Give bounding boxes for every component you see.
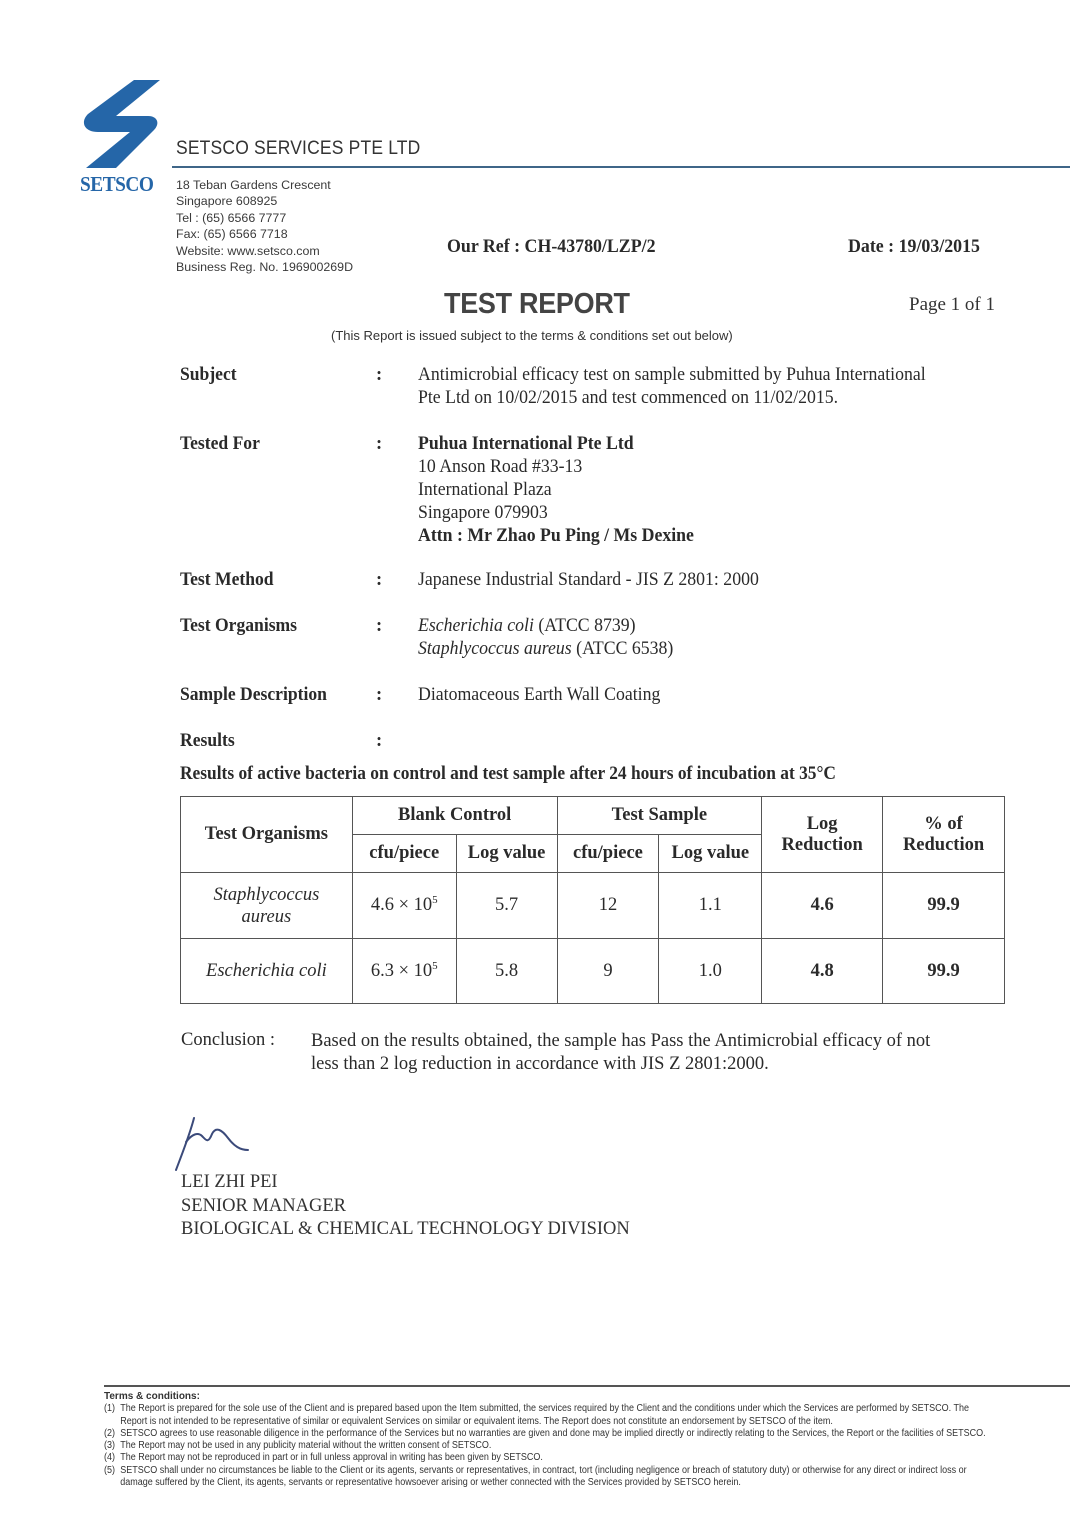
terms-divider: [104, 1385, 1070, 1387]
organism-cell: [181, 873, 353, 939]
address-line: 18 Teban Gardens Crescent: [176, 178, 331, 192]
organism-text: aureus: [241, 906, 292, 927]
field-colon: :: [376, 616, 383, 636]
percent-reduction-cell: 99.9: [883, 939, 1005, 1004]
terms-item: [104, 1428, 1074, 1440]
header-blank-cfu: cfu/piece: [352, 835, 456, 873]
field-label: Test Organisms: [180, 616, 298, 636]
terms-line: The Report may not be reproduced in part or in full unless approval in writing has been given by SETSCO.: [120, 1452, 543, 1464]
cfu-exponent: 5: [432, 959, 438, 972]
address-line: Tel : (65) 6566 7777: [176, 210, 287, 225]
terms-line: SETSCO shall under no circumstances be liable to the Client or its agents, servants or representatives, in contract, tort (including negligence or breach of statutory duty) or otherwise for any direct or indirect loss or: [120, 1464, 967, 1476]
header-text: Reduction: [781, 834, 863, 855]
blank-log-cell: 5.8: [456, 939, 557, 1004]
terms-line: SETSCO agrees to use reasonable diligence in the performance of the Services but no warranties are given and done may be implied directly or indirectly relating to the Services, the Report or the facilities of SETSCO.: [120, 1427, 986, 1439]
address-line: Business Reg. No. 196900269D: [176, 260, 354, 275]
sample-description-value: Diatomaceous Earth Wall Coating: [418, 685, 661, 705]
page-number: Page 1 of 1: [909, 294, 996, 315]
cfu-mantissa: 4.6 × 10: [370, 895, 433, 915]
terms-line: The Report is prepared for the sole use of the Client and is prepared based upon the Item submitted, the services required by the Client and the conditions under which the Services are performed by SETSCO. The: [120, 1403, 970, 1415]
address-line: Singapore 608925: [176, 194, 278, 209]
log-reduction-cell: 4.6: [762, 873, 883, 939]
organism-code: (ATCC 8739): [533, 616, 636, 636]
terms-item: [104, 1465, 1074, 1490]
test-log-cell: 1.1: [659, 873, 762, 939]
field-colon: :: [376, 731, 383, 751]
signatory-division: BIOLOGICAL & CHEMICAL TECHNOLOGY DIVISION: [181, 1219, 630, 1239]
field-colon: :: [376, 434, 383, 454]
header-text: % of: [924, 813, 963, 834]
header-test-cfu: cfu/piece: [557, 835, 659, 873]
terms-heading: Terms & conditions:: [104, 1391, 200, 1402]
blank-log-cell: 5.7: [456, 873, 557, 939]
terms-number: (2): [104, 1427, 116, 1439]
signatory-name: LEI ZHI PEI: [181, 1172, 278, 1192]
report-title: TEST REPORT: [444, 288, 630, 320]
logo-wordmark: SETSCO: [80, 172, 154, 196]
header-text: Reduction: [902, 834, 985, 855]
terms-and-conditions: [104, 1391, 1064, 1489]
cfu-mantissa: 6.3 × 10: [370, 960, 433, 981]
signature-icon: [172, 1112, 262, 1174]
blank-cfu-cell: [352, 873, 456, 939]
client-company: Puhua International Pte Ltd: [418, 434, 634, 454]
test-method-value: Japanese Industrial Standard - JIS Z 2801: 2000: [418, 570, 759, 590]
report-date: Date : 19/03/2015: [848, 236, 980, 257]
field-colon: :: [376, 685, 383, 705]
organism-item: [418, 615, 984, 638]
field-colon: :: [376, 365, 383, 385]
terms-line: The Report may not be used in any publicity material without the written consent of SETSCO.: [120, 1440, 492, 1452]
header-text: Log: [806, 813, 838, 834]
field-colon: :: [376, 570, 383, 590]
header-test-organisms: Test Organisms: [181, 797, 353, 873]
conclusion-line: less than 2 log reduction in accordance with JIS Z 2801:2000.: [311, 1054, 769, 1074]
header-test-sample: Test Sample: [557, 797, 762, 835]
organism-item: [418, 638, 984, 661]
field-label: Tested For: [180, 434, 260, 454]
subject-line: Antimicrobial efficacy test on sample submitted by Puhua International: [418, 365, 926, 385]
terms-number: (5): [104, 1464, 116, 1476]
terms-item: [104, 1452, 1074, 1464]
log-reduction-cell: 4.8: [762, 939, 883, 1004]
client-address-line: 10 Anson Road #33-13: [418, 457, 583, 477]
client-address-line: Singapore 079903: [418, 503, 548, 523]
company-name: SETSCO SERVICES PTE LTD: [176, 138, 421, 159]
terms-number: (3): [104, 1440, 116, 1452]
terms-item: [104, 1440, 1074, 1452]
setsco-logo-icon: [76, 78, 166, 173]
terms-item: [104, 1403, 1074, 1428]
field-label: Sample Description: [180, 685, 327, 705]
organism-cell: [181, 939, 353, 1004]
field-value: [418, 615, 984, 661]
header-blank-control: Blank Control: [352, 797, 557, 835]
subject-line: Pte Ltd on 10/02/2015 and test commenced on 11/02/2015.: [418, 388, 839, 408]
field-label: Subject: [180, 365, 237, 385]
blank-cfu-cell: [352, 939, 456, 1004]
header-divider: [172, 166, 1070, 168]
results-table: [180, 796, 1005, 1004]
organism-text: Staphlycoccus: [213, 884, 320, 905]
field-value: [418, 433, 984, 548]
address-line: Fax: (65) 6566 7718: [176, 227, 288, 242]
terms-line: damage suffered by the Client, its agents, servants or representative howsoever arising or wether connected with the Services provided by SETSCO herein.: [120, 1477, 741, 1489]
organism-text: Escherichia coli: [206, 960, 327, 981]
header-test-log: Log value: [659, 835, 762, 873]
field-label: Results: [180, 731, 235, 751]
header-blank-log: Log value: [456, 835, 557, 873]
test-log-cell: 1.0: [659, 939, 762, 1004]
organism-code: (ATCC 6538): [571, 639, 674, 659]
field-value: [418, 569, 984, 592]
organism-name: Staphlycoccus aureus: [418, 639, 572, 659]
terms-number: (4): [104, 1452, 116, 1464]
reference-number: Our Ref : CH-43780/LZP/2: [447, 236, 656, 257]
table-header-row: [181, 797, 1005, 835]
conclusion-text: [311, 1030, 1011, 1076]
conclusion-label: Conclusion :: [181, 1030, 276, 1050]
terms-line: Report is not intended to be representative of similar or equivalent Services on similar or equivalent items. The Report does not constitute an endorsement by SETSCO of the item.: [120, 1415, 833, 1427]
conclusion-line: Based on the results obtained, the sample has Pass the Antimicrobial efficacy of not: [311, 1031, 931, 1051]
signatory-title: SENIOR MANAGER: [181, 1195, 346, 1216]
header-log-reduction: [762, 797, 883, 873]
terms-number: (1): [104, 1403, 116, 1415]
organism-name: Escherichia coli: [418, 616, 534, 636]
client-attention: Attn : Mr Zhao Pu Ping / Ms Dexine: [418, 526, 694, 546]
header-percent-reduction: [883, 797, 1005, 873]
report-subtitle: (This Report is issued subject to the terms & conditions set out below): [331, 328, 733, 343]
signatory-block: [181, 1171, 630, 1242]
table-row: [181, 873, 1005, 939]
cfu-exponent: 5: [432, 893, 438, 906]
field-value: [418, 684, 984, 707]
field-value: [418, 364, 984, 410]
company-address: [176, 177, 353, 275]
percent-reduction-cell: 99.9: [883, 873, 1005, 939]
field-label: Test Method: [180, 570, 274, 590]
results-caption: Results of active bacteria on control and test sample after 24 hours of incubation at 35°C: [180, 764, 836, 784]
test-cfu-cell: 9: [557, 939, 659, 1004]
table-row: [181, 939, 1005, 1004]
client-address-line: International Plaza: [418, 480, 552, 500]
test-cfu-cell: 12: [557, 873, 659, 939]
address-line: Website: www.setsco.com: [176, 243, 320, 258]
